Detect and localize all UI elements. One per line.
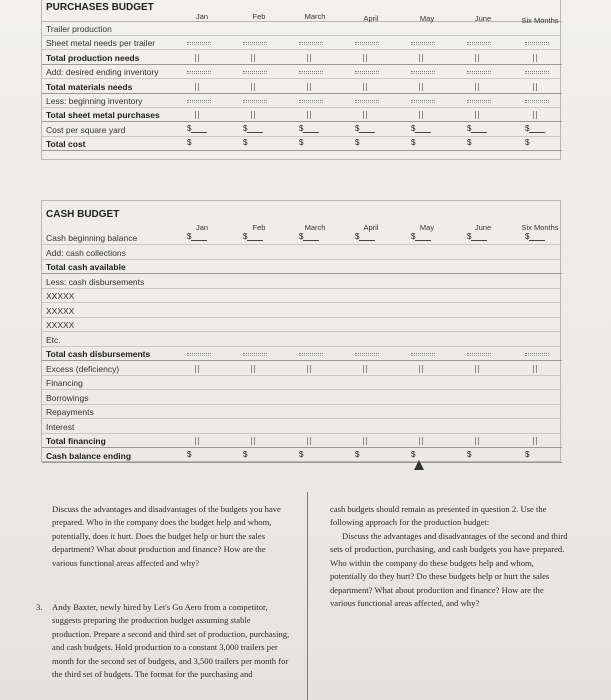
- blank-underline: [303, 124, 319, 133]
- blank-underline: [247, 232, 263, 241]
- currency-symbol: $: [355, 449, 360, 459]
- blank-underline: [247, 124, 263, 133]
- placeholder-tick: [533, 83, 537, 91]
- currency-symbol: $: [299, 138, 304, 148]
- column-divider: [307, 492, 308, 700]
- currency-cell: [355, 138, 359, 147]
- placeholder-dashes: [467, 100, 491, 103]
- placeholder-dashes: [525, 353, 549, 356]
- placeholder-tick: [419, 365, 423, 373]
- currency-cell: [243, 232, 263, 241]
- placeholder-dashes: [299, 353, 323, 356]
- placeholder-tick: [419, 83, 423, 91]
- cash-row-label: Add: cash collections: [46, 247, 126, 258]
- placeholder-tick: [251, 83, 255, 91]
- placeholder-tick: [251, 111, 255, 119]
- blank-underline: [191, 124, 207, 133]
- cash-row: [42, 391, 562, 405]
- cash-row: [42, 420, 562, 434]
- cash-row-label: Interest: [46, 421, 75, 432]
- currency-symbol: $: [187, 232, 192, 241]
- purchases-row: [42, 36, 562, 50]
- placeholder-tick: [195, 83, 199, 91]
- purchases-budget-table: [41, 0, 561, 160]
- cash-col-feb: Feb: [252, 223, 266, 232]
- cash-row-label: Financing: [46, 378, 83, 388]
- currency-cell: [299, 124, 319, 133]
- currency-symbol: $: [467, 138, 472, 148]
- cash-row-label: Etc.: [46, 334, 61, 345]
- placeholder-tick: [307, 111, 311, 119]
- cash-col-april: April: [363, 223, 379, 232]
- col-april: April: [363, 14, 379, 23]
- currency-cell: [243, 138, 247, 147]
- placeholder-tick: [195, 111, 199, 119]
- placeholder-dashes: [411, 42, 435, 45]
- currency-cell: [299, 232, 319, 241]
- cash-row: [42, 246, 562, 260]
- currency-cell: [299, 138, 303, 147]
- col-jan: Jan: [195, 12, 209, 21]
- purchases-row-label: Total materials needs: [46, 81, 133, 92]
- placeholder-tick: [533, 365, 537, 373]
- currency-symbol: $: [299, 232, 304, 241]
- placeholder-dashes: [467, 42, 491, 45]
- cash-row: [42, 449, 562, 463]
- currency-cell: [525, 138, 529, 147]
- cash-row-label: Less: cash disbursements: [46, 276, 145, 287]
- purchases-row-label: Total sheet metal purchases: [46, 110, 160, 121]
- placeholder-tick: [307, 83, 311, 91]
- cash-row-label: Total financing: [46, 436, 106, 446]
- placeholder-dashes: [187, 42, 211, 45]
- right-discussion-text: Discuss the advantages and disadvantages of the second and third sets of production, purchasing, and cash budgets you have prepared. Who within the company do these budgets help and whom, potentially do they hurt? Do these budgets help or hurt the sales department? What about production and finance? How are the various functional areas affected, and why?: [330, 531, 568, 609]
- placeholder-tick: [307, 365, 311, 373]
- placeholder-dashes: [525, 42, 549, 45]
- placeholder-dashes: [243, 100, 267, 103]
- currency-symbol: $: [299, 123, 304, 133]
- cash-row-label: XXXXX: [46, 291, 75, 301]
- cash-col-jan: Jan: [195, 223, 209, 232]
- placeholder-tick: [475, 111, 479, 119]
- cash-row: [42, 347, 562, 361]
- cash-row: [42, 231, 562, 245]
- purchases-row-label: Cost per square yard: [46, 124, 126, 135]
- purchases-row-label: Add: desired ending inventory: [46, 67, 159, 78]
- currency-cell: [411, 124, 431, 133]
- currency-cell: [355, 450, 359, 459]
- blank-underline: [415, 124, 431, 133]
- blank-underline: [359, 124, 375, 133]
- placeholder-tick: [475, 54, 479, 62]
- placeholder-tick: [533, 437, 537, 445]
- col-feb: Feb: [252, 12, 266, 21]
- cash-row: [42, 260, 562, 274]
- cash-row-label: Total cash disbursements: [46, 349, 151, 359]
- placeholder-dashes: [355, 100, 379, 103]
- placeholder-tick: [475, 83, 479, 91]
- currency-cell: [243, 124, 263, 133]
- currency-symbol: $: [525, 138, 530, 148]
- currency-symbol: $: [243, 138, 248, 148]
- placeholder-dashes: [467, 353, 491, 356]
- placeholder-tick: [475, 437, 479, 445]
- blank-underline: [529, 232, 545, 241]
- cash-row-label: Cash balance ending: [46, 450, 132, 461]
- purchases-row-label: Less: beginning inventory: [46, 96, 143, 106]
- purchases-title: PURCHASES BUDGET: [46, 2, 154, 13]
- currency-symbol: $: [355, 232, 360, 241]
- placeholder-tick: [363, 54, 367, 62]
- placeholder-dashes: [355, 42, 379, 45]
- cash-title: CASH BUDGET: [46, 209, 120, 220]
- cash-row: [42, 318, 562, 332]
- right-intro-text: cash budgets should remain as presented in question 2. Use the following approach for the production budget:: [330, 504, 547, 528]
- currency-cell: [243, 450, 247, 459]
- blank-underline: [415, 232, 431, 241]
- col-may: May: [419, 14, 435, 23]
- currency-symbol: $: [187, 138, 192, 148]
- currency-cell: [355, 232, 375, 241]
- currency-symbol: $: [411, 449, 416, 459]
- placeholder-dashes: [299, 42, 323, 45]
- purchases-row-label: Sheet metal needs per trailer: [46, 38, 156, 49]
- cash-row-label: XXXXX: [46, 305, 75, 316]
- placeholder-dashes: [467, 71, 491, 74]
- placeholder-tick: [251, 54, 255, 62]
- cash-row-label: Total cash available: [46, 262, 126, 272]
- currency-cell: [467, 450, 471, 459]
- placeholder-dashes: [299, 100, 323, 103]
- currency-symbol: $: [355, 123, 360, 133]
- cash-row: [42, 304, 562, 318]
- question-three-text: Andy Baxter, newly hired by Let's Go Aero from a competitor, suggests preparing the production budget assuming stable production. Prepare a second and third set of production, purchasing, and cash budgets. Hold production to a constant 3,000 trailers per month for the second set of budgets, and 3,500 trailers per month for the third set of budgets. The format for the purchasing and: [52, 602, 290, 680]
- currency-symbol: $: [467, 123, 472, 133]
- purchases-row: [42, 65, 562, 79]
- currency-cell: [299, 450, 303, 459]
- currency-cell: [187, 124, 207, 133]
- placeholder-dashes: [411, 100, 435, 103]
- placeholder-tick: [533, 111, 537, 119]
- cash-row: [42, 376, 562, 390]
- blank-underline: [359, 232, 375, 241]
- currency-symbol: $: [243, 123, 248, 133]
- purchases-row-label: Total cost: [46, 139, 86, 150]
- mouse-pointer: [414, 460, 424, 470]
- currency-cell: [467, 138, 471, 147]
- placeholder-dashes: [525, 71, 549, 74]
- purchases-row: [42, 80, 562, 94]
- placeholder-tick: [307, 54, 311, 62]
- placeholder-dashes: [187, 100, 211, 103]
- item-number: 3.: [36, 602, 43, 612]
- placeholder-tick: [419, 437, 423, 445]
- currency-symbol: $: [355, 138, 360, 148]
- purchases-row-label: Trailer production: [46, 24, 112, 34]
- currency-symbol: $: [525, 449, 530, 459]
- blank-underline: [471, 232, 487, 241]
- cash-row: [42, 405, 562, 419]
- placeholder-dashes: [411, 71, 435, 74]
- purchases-row-label: Total production needs: [46, 52, 140, 63]
- currency-symbol: $: [411, 138, 416, 148]
- placeholder-tick: [475, 365, 479, 373]
- placeholder-tick: [251, 365, 255, 373]
- discussion-paragraph: Discuss the advantages and disadvantages of the budgets you have prepared. Who in the company does the budget help and whom, potentially, does it hurt. Does the budget help or hurt the sales department? What about production and finance? How are the various functional areas affected and why?: [52, 504, 281, 568]
- placeholder-tick: [419, 54, 423, 62]
- purchases-row: [42, 108, 562, 122]
- currency-cell: [411, 138, 415, 147]
- cash-budget-table: [41, 200, 561, 462]
- blank-underline: [191, 232, 207, 241]
- currency-cell: [467, 124, 487, 133]
- cash-row: [42, 434, 562, 448]
- placeholder-dashes: [299, 71, 323, 74]
- currency-symbol: $: [411, 232, 416, 241]
- cash-row: [42, 275, 562, 289]
- placeholder-tick: [363, 111, 367, 119]
- currency-cell: [187, 232, 207, 241]
- placeholder-dashes: [411, 353, 435, 356]
- currency-symbol: $: [467, 232, 472, 241]
- placeholder-tick: [533, 54, 537, 62]
- placeholder-dashes: [355, 353, 379, 356]
- currency-symbol: $: [187, 123, 192, 133]
- currency-cell: [525, 450, 529, 459]
- cash-col-may: May: [419, 223, 435, 232]
- cash-row-label: Borrowings: [46, 392, 89, 403]
- col-june: June: [474, 14, 492, 23]
- currency-symbol: $: [299, 449, 304, 459]
- currency-cell: [411, 450, 415, 459]
- currency-symbol: $: [411, 123, 416, 133]
- purchases-row: [42, 123, 562, 137]
- placeholder-tick: [363, 365, 367, 373]
- purchases-row: [42, 94, 562, 108]
- placeholder-dashes: [525, 100, 549, 103]
- blank-underline: [471, 124, 487, 133]
- currency-symbol: $: [467, 449, 472, 459]
- col-six-months: Six Months: [521, 16, 559, 25]
- cash-row: [42, 362, 562, 376]
- currency-cell: [187, 450, 191, 459]
- cash-col-six-months: Six Months: [521, 223, 559, 232]
- placeholder-dashes: [243, 42, 267, 45]
- cash-col-march: March: [304, 223, 326, 232]
- currency-symbol: $: [187, 449, 192, 459]
- placeholder-dashes: [187, 71, 211, 74]
- placeholder-dashes: [243, 71, 267, 74]
- placeholder-tick: [195, 54, 199, 62]
- placeholder-tick: [363, 437, 367, 445]
- currency-cell: [355, 124, 375, 133]
- placeholder-dashes: [355, 71, 379, 74]
- currency-symbol: $: [525, 232, 530, 241]
- cash-row-label: Excess (deficiency): [46, 363, 120, 374]
- purchases-header: [42, 0, 562, 25]
- col-march: March: [304, 12, 326, 21]
- placeholder-tick: [195, 365, 199, 373]
- cash-row-label: XXXXX: [46, 320, 75, 330]
- purchases-row: [42, 51, 562, 65]
- currency-symbol: $: [243, 232, 248, 241]
- placeholder-dashes: [243, 353, 267, 356]
- blank-underline: [303, 232, 319, 241]
- currency-cell: [187, 138, 191, 147]
- purchases-row: [42, 22, 562, 36]
- cash-col-june: June: [474, 223, 492, 232]
- currency-symbol: $: [525, 123, 530, 133]
- cash-row: [42, 289, 562, 303]
- placeholder-dashes: [187, 353, 211, 356]
- purchases-row: [42, 137, 562, 151]
- currency-cell: [411, 232, 431, 241]
- blank-underline: [529, 124, 545, 133]
- placeholder-tick: [251, 437, 255, 445]
- cash-row: [42, 333, 562, 347]
- currency-cell: [467, 232, 487, 241]
- placeholder-tick: [419, 111, 423, 119]
- placeholder-tick: [195, 437, 199, 445]
- currency-cell: [525, 124, 545, 133]
- cash-row-label: Repayments: [46, 407, 94, 417]
- placeholder-tick: [307, 437, 311, 445]
- cash-row-label: Cash beginning balance: [46, 233, 138, 243]
- currency-symbol: $: [243, 449, 248, 459]
- currency-cell: [525, 232, 545, 241]
- placeholder-tick: [363, 83, 367, 91]
